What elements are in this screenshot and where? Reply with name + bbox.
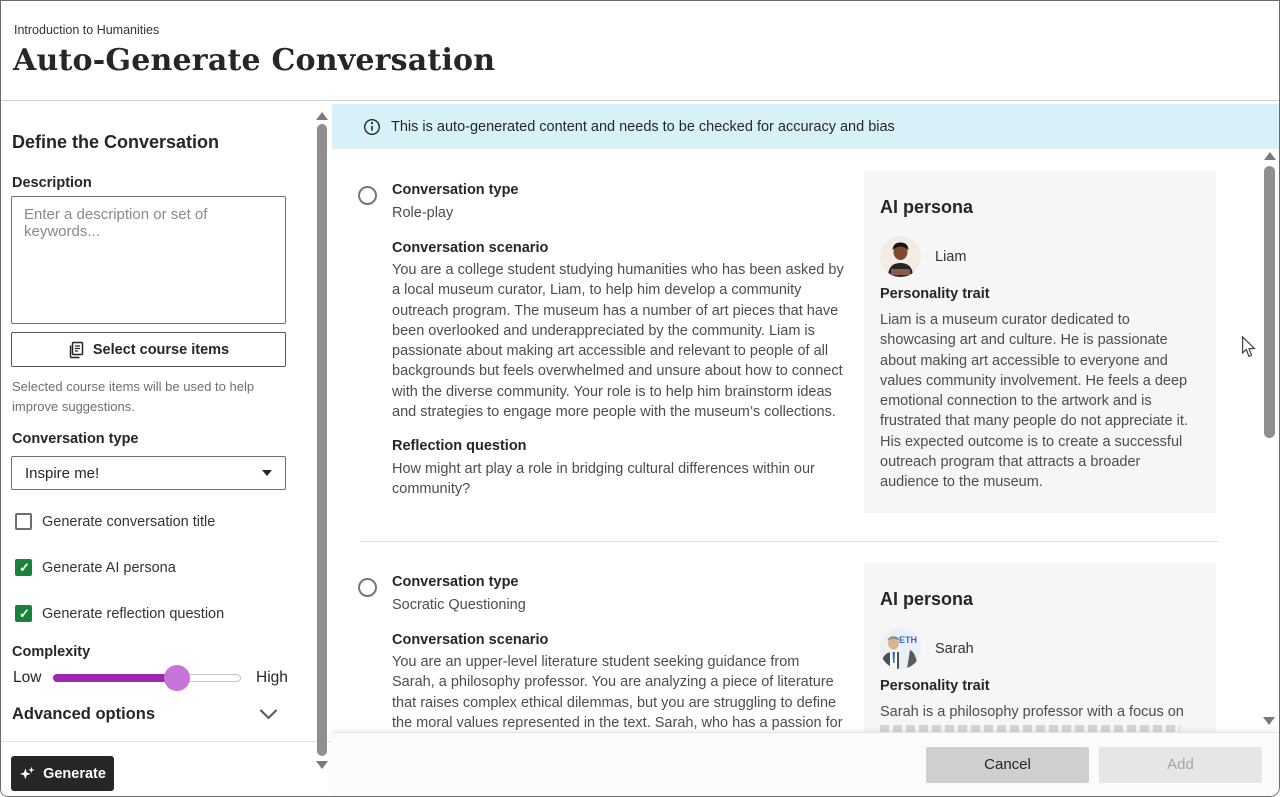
advanced-options-toggle[interactable] — [12, 705, 292, 724]
ai-persona-card — [864, 171, 1216, 513]
generate-reflection-checkbox[interactable] — [15, 605, 32, 622]
cancel-button[interactable]: Cancel — [926, 747, 1089, 783]
reflection-label: Reflection question — [392, 438, 527, 454]
ai-persona-heading: AI persona — [880, 197, 974, 217]
generate-persona-checkbox[interactable] — [15, 559, 32, 576]
liam-avatar — [880, 236, 921, 277]
persona-name: Sarah — [935, 640, 974, 657]
complexity-high-label: High — [256, 669, 288, 686]
suggestion-divider — [361, 541, 1218, 542]
persona-name: Liam — [935, 248, 967, 265]
main-scrollbar-thumb[interactable] — [1264, 166, 1275, 438]
breadcrumb: Introduction to Humanities — [14, 23, 160, 37]
scenario-label: Conversation scenario — [392, 632, 549, 648]
conversation-type-label: Conversation type — [392, 574, 519, 590]
sidebar-footer — [1, 741, 331, 797]
complexity-slider-fill — [53, 674, 180, 682]
advanced-options-label: Advanced options — [12, 705, 156, 723]
generate-button-label: Generate — [43, 765, 106, 782]
document-icon — [68, 341, 85, 359]
conversation-type-value: Inspire me! — [25, 464, 100, 482]
scroll-down-arrow-icon[interactable] — [1263, 717, 1275, 725]
conversation-type-value: Socratic Questioning — [392, 597, 526, 613]
avatar-eth-text: ETH — [899, 635, 917, 645]
personality-trait-text: Liam is a museum curator dedicated to showcasing art and culture. He is passionate about making art accessible to everyone and values community involvement. He feels a deep emotional connection to the artwork and is frustrated that many people do not appreciate it. His expected outcome is to create a successful outreach program that attracts a broader audience to the museum. — [880, 312, 1188, 491]
scroll-up-arrow-icon[interactable] — [1264, 152, 1276, 160]
scenario-text: You are a college student studying humanities who has been asked by a local museum curator, Liam, to help him develop a community outreach program. The museum has a number of art pieces that have been overlooked and underappreciated by the community. Liam is passionate about making art accessible and relevant to people of all backgrounds but feels overwhelmed and unsure about how to connect with the diverse community. Your role is to help him brainstorm ideas and strategies to engage more people with the museum’s collections. — [392, 262, 844, 421]
panel-heading: Define the Conversation — [12, 132, 220, 152]
info-icon — [363, 118, 381, 136]
scroll-down-arrow-icon[interactable] — [316, 761, 328, 769]
generate-reflection-label: Generate reflection question — [42, 605, 225, 622]
caret-down-icon — [262, 470, 272, 476]
select-course-items-button[interactable] — [11, 332, 286, 367]
suggestion-2-radio[interactable] — [358, 578, 377, 597]
banner-text: This is auto-generated content and needs to be checked for accuracy and bias — [391, 118, 895, 135]
personality-trait-text: Sarah is a philosophy professor with a focus on — [880, 704, 1184, 720]
define-conversation-panel — [1, 102, 331, 797]
complexity-low-label: Low — [13, 669, 42, 686]
select-course-items-label: Select course items — [92, 341, 230, 358]
complexity-slider-thumb[interactable] — [164, 665, 190, 691]
complexity-label: Complexity — [12, 644, 91, 660]
course-items-helper-text: Selected course items will be used to help improve suggestions. — [12, 379, 255, 414]
scenario-label: Conversation scenario — [392, 240, 549, 256]
action-bar — [332, 732, 1279, 796]
ai-persona-heading: AI persona — [880, 589, 974, 609]
generate-title-checkbox-row[interactable] — [15, 513, 215, 530]
sarah-avatar — [880, 628, 921, 669]
generate-title-checkbox[interactable] — [15, 513, 32, 530]
conversation-type-value: Role-play — [392, 205, 454, 221]
page-header — [1, 1, 1279, 101]
main-scrollbar[interactable] — [1262, 152, 1277, 738]
conversation-type-select[interactable] — [11, 456, 286, 490]
scenario-text: You are an upper-level literature student seeking guidance from Sarah, a philosophy professor. You are analyzing a piece of literature that raises complex ethical dilemmas, but you are struggling to define the moral values represented in the text. Sarah, who has a passion for — [392, 654, 843, 731]
sidebar-scrollbar-thumb[interactable] — [317, 124, 327, 756]
generate-title-label: Generate conversation title — [42, 513, 216, 530]
conversation-type-label: Conversation type — [12, 431, 139, 447]
sparkle-icon — [19, 765, 36, 782]
suggestions-viewport — [332, 149, 1279, 734]
description-input[interactable] — [11, 196, 286, 324]
reflection-text: How might art play a role in bridging cultural differences within our community? — [392, 461, 815, 498]
suggestion-1-radio[interactable] — [358, 186, 377, 205]
scroll-up-arrow-icon[interactable] — [316, 112, 328, 120]
ai-content-banner — [332, 104, 1279, 149]
conversation-type-label: Conversation type — [392, 182, 519, 198]
generate-button[interactable] — [11, 756, 114, 791]
personality-trait-label: Personality trait — [880, 678, 990, 694]
sidebar-scrollbar[interactable] — [313, 106, 330, 794]
suggestions-panel — [332, 102, 1279, 796]
generate-persona-checkbox-row[interactable] — [15, 559, 176, 576]
generate-reflection-checkbox-row[interactable] — [15, 605, 224, 622]
personality-trait-label: Personality trait — [880, 286, 990, 302]
generate-persona-label: Generate AI persona — [42, 559, 176, 576]
chevron-down-icon — [259, 708, 278, 721]
description-label: Description — [12, 175, 92, 191]
page-title: Auto-Generate Conversation — [13, 43, 496, 78]
ai-persona-card — [864, 563, 1216, 734]
add-button[interactable]: Add — [1099, 747, 1262, 783]
